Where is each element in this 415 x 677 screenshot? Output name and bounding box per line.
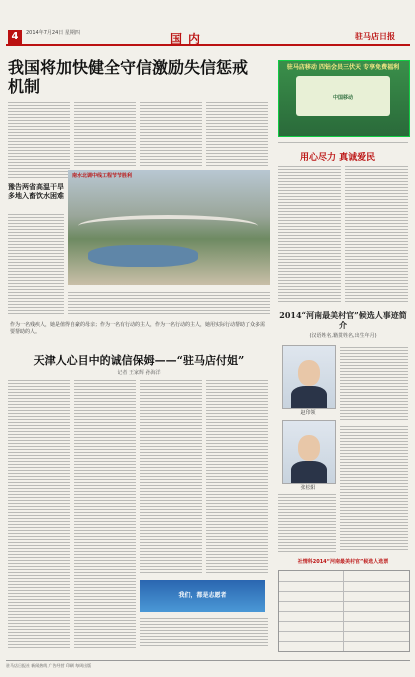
body-text bbox=[8, 212, 64, 316]
news-photo bbox=[68, 170, 270, 285]
ballot-title: 社情科2014“河南最美村官”候选人选票 bbox=[297, 559, 389, 565]
section-title: 国内 bbox=[170, 32, 207, 46]
right-subhead: 用心尽力 真诚爱民 bbox=[300, 153, 376, 163]
portrait-photo bbox=[282, 420, 336, 484]
ad-title: 驻马店移动 四钻会员三伏天 专享免费福利 bbox=[286, 64, 400, 71]
ad-text: 中国移动 bbox=[332, 95, 353, 101]
body-text bbox=[340, 424, 408, 552]
award-subtitle: (汉语姓名,籍贯姓名,出生年月) bbox=[309, 333, 377, 339]
body-text bbox=[140, 378, 202, 574]
portrait-photo bbox=[282, 345, 336, 409]
ballot-table bbox=[278, 570, 410, 652]
masthead: 驻马店日报 bbox=[355, 32, 395, 41]
award-title: 2014“河南最美村官”候选人事迹简介 bbox=[279, 310, 407, 330]
intro-paragraph: 作为一名残疾人，她是值得自豪的母亲；作为一名有行动的主人，作为一名行动的主人，她用实际行动帮助了众多需要帮助的人。 bbox=[10, 322, 266, 335]
page-number: 4 bbox=[8, 30, 22, 44]
page-footer: 驻马店日报社 新闻热线 广告经营 印刷 每周出版 bbox=[6, 660, 410, 669]
body-text bbox=[8, 378, 70, 648]
body-text bbox=[345, 164, 408, 304]
body-text bbox=[206, 378, 268, 574]
body-text bbox=[278, 492, 336, 552]
photo-description bbox=[68, 290, 270, 316]
body-text bbox=[140, 100, 202, 168]
body-text bbox=[206, 100, 268, 168]
side-headline: 豫告两省高温干旱多地入畜饮水困难 bbox=[8, 182, 64, 200]
photo-caption: 南水北调中线工程节节胜利 bbox=[72, 173, 133, 179]
portrait-caption: 赵印领 bbox=[300, 410, 316, 416]
lead-headline: 我国将加快健全守信激励失信惩戒机制 bbox=[8, 58, 249, 96]
body-text bbox=[74, 100, 136, 168]
volunteer-ad-text: 我们，都是志愿者 bbox=[178, 592, 227, 599]
feature-headline: 天津人心目中的诚信保姆——“驻马店付姐” bbox=[33, 354, 245, 367]
ad-footer-text bbox=[278, 140, 408, 144]
issue-date: 2014年7月24日 星期四 bbox=[26, 30, 80, 36]
body-text bbox=[140, 616, 268, 648]
body-text bbox=[8, 100, 70, 178]
portrait-caption: 张松阳 bbox=[300, 485, 316, 491]
feature-byline: 记者 王家辉 孙海洋 bbox=[117, 370, 161, 376]
body-text bbox=[278, 164, 341, 304]
body-text bbox=[340, 345, 408, 420]
body-text bbox=[74, 378, 136, 648]
